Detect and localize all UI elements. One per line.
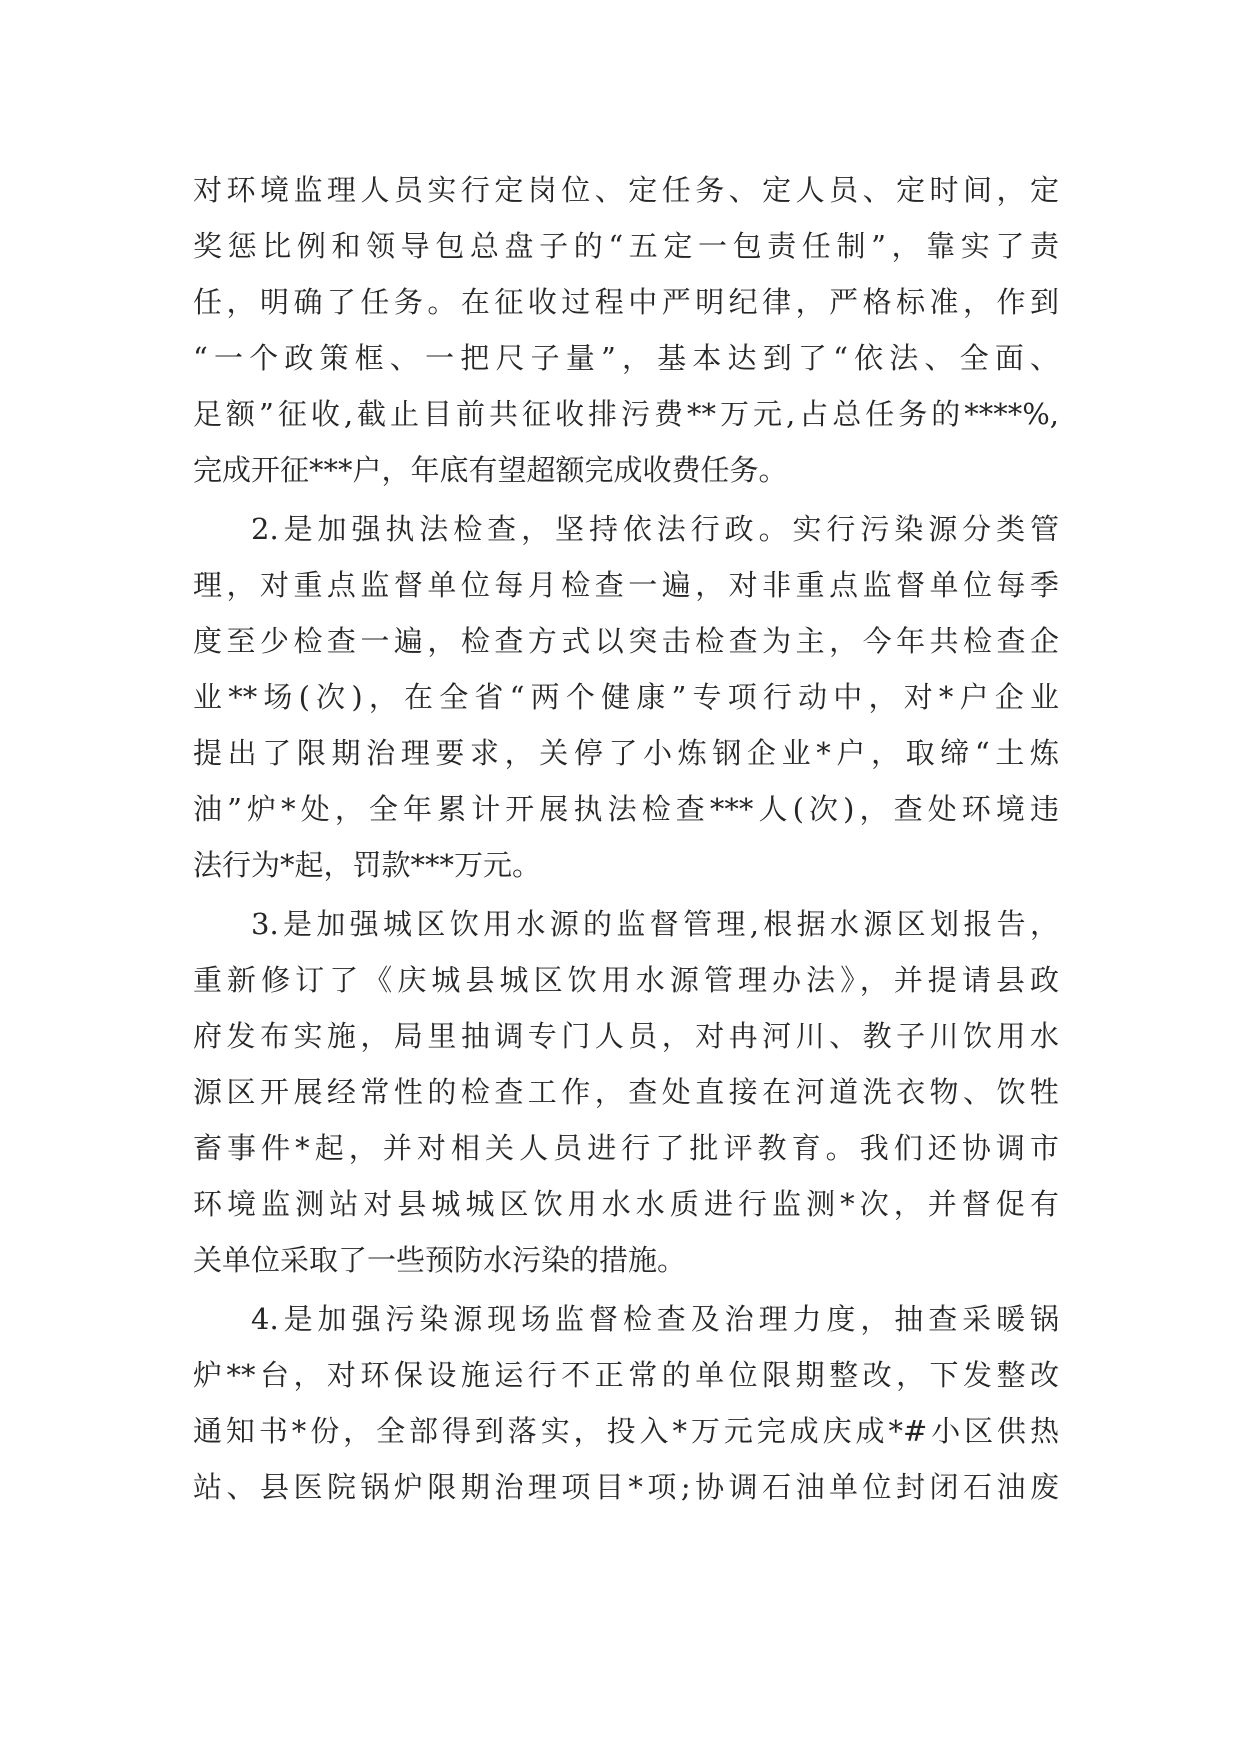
text-line: 3.是加强城区饮用水源的监督管理,根据水源区划报告， xyxy=(251,907,1059,941)
text-line: 完成开征***户，年底有望超额完成收费任务。 xyxy=(193,453,788,487)
document-body xyxy=(193,162,1059,1518)
text-line: 对环境监理人员实行定岗位、定任务、定人员、定时间，定 xyxy=(193,173,1059,207)
paragraph-law-enforcement xyxy=(193,501,1059,893)
paragraph-water-source xyxy=(193,896,1059,1288)
text-line: 畜事件*起，并对相关人员进行了批评教育。我们还协调市 xyxy=(193,1131,1059,1165)
text-line: 源区开展经常性的检查工作，查处直接在河道洗衣物、饮牲 xyxy=(193,1075,1059,1109)
text-line: 法行为*起，罚款***万元。 xyxy=(193,848,542,882)
text-line: 关单位采取了一些预防水污染的措施。 xyxy=(193,1243,687,1277)
text-line: 任，明确了任务。在征收过程中严明纪律，严格标准，作到 xyxy=(193,285,1059,319)
text-line: 油”炉*处，全年累计开展执法检查***人(次)，查处环境违 xyxy=(193,792,1059,826)
text-line: 重新修订了《庆城县城区饮用水源管理办法》，并提请县政 xyxy=(193,963,1059,997)
text-line: 理，对重点监督单位每月检查一遍，对非重点监督单位每季 xyxy=(193,568,1059,602)
text-line: 4.是加强污染源现场监督检查及治理力度，抽查采暖锅 xyxy=(251,1302,1059,1336)
text-line: 奖惩比例和领导包总盘子的“五定一包责任制”，靠实了责 xyxy=(193,229,1059,263)
text-line: 府发布实施，局里抽调专门人员，对冉河川、教子川饮用水 xyxy=(193,1019,1059,1053)
text-line: 足额”征收,截止目前共征收排污费**万元,占总任务的****%, xyxy=(193,397,1059,431)
text-line: 环境监测站对县城城区饮用水水质进行监测*次，并督促有 xyxy=(193,1187,1059,1221)
text-line: 炉**台，对环保设施运行不正常的单位限期整改，下发整改 xyxy=(193,1358,1059,1392)
text-line: 业**场(次)，在全省“两个健康”专项行动中，对*户企业 xyxy=(193,680,1059,714)
text-line: 通知书*份，全部得到落实，投入*万元完成庆成*#小区供热 xyxy=(193,1414,1059,1448)
paragraph-fee-collection xyxy=(193,162,1059,498)
paragraph-pollution-source xyxy=(193,1291,1059,1515)
text-line: 度至少检查一遍，检查方式以突击检查为主，今年共检查企 xyxy=(193,624,1059,658)
text-line: 提出了限期治理要求，关停了小炼钢企业*户，取缔“土炼 xyxy=(193,736,1059,770)
text-line: “一个政策框、一把尺子量”，基本达到了“依法、全面、 xyxy=(193,341,1059,375)
text-line: 2.是加强执法检查，坚持依法行政。实行污染源分类管 xyxy=(251,512,1059,546)
text-line: 站、县医院锅炉限期治理项目*项;协调石油单位封闭石油废 xyxy=(193,1470,1059,1504)
